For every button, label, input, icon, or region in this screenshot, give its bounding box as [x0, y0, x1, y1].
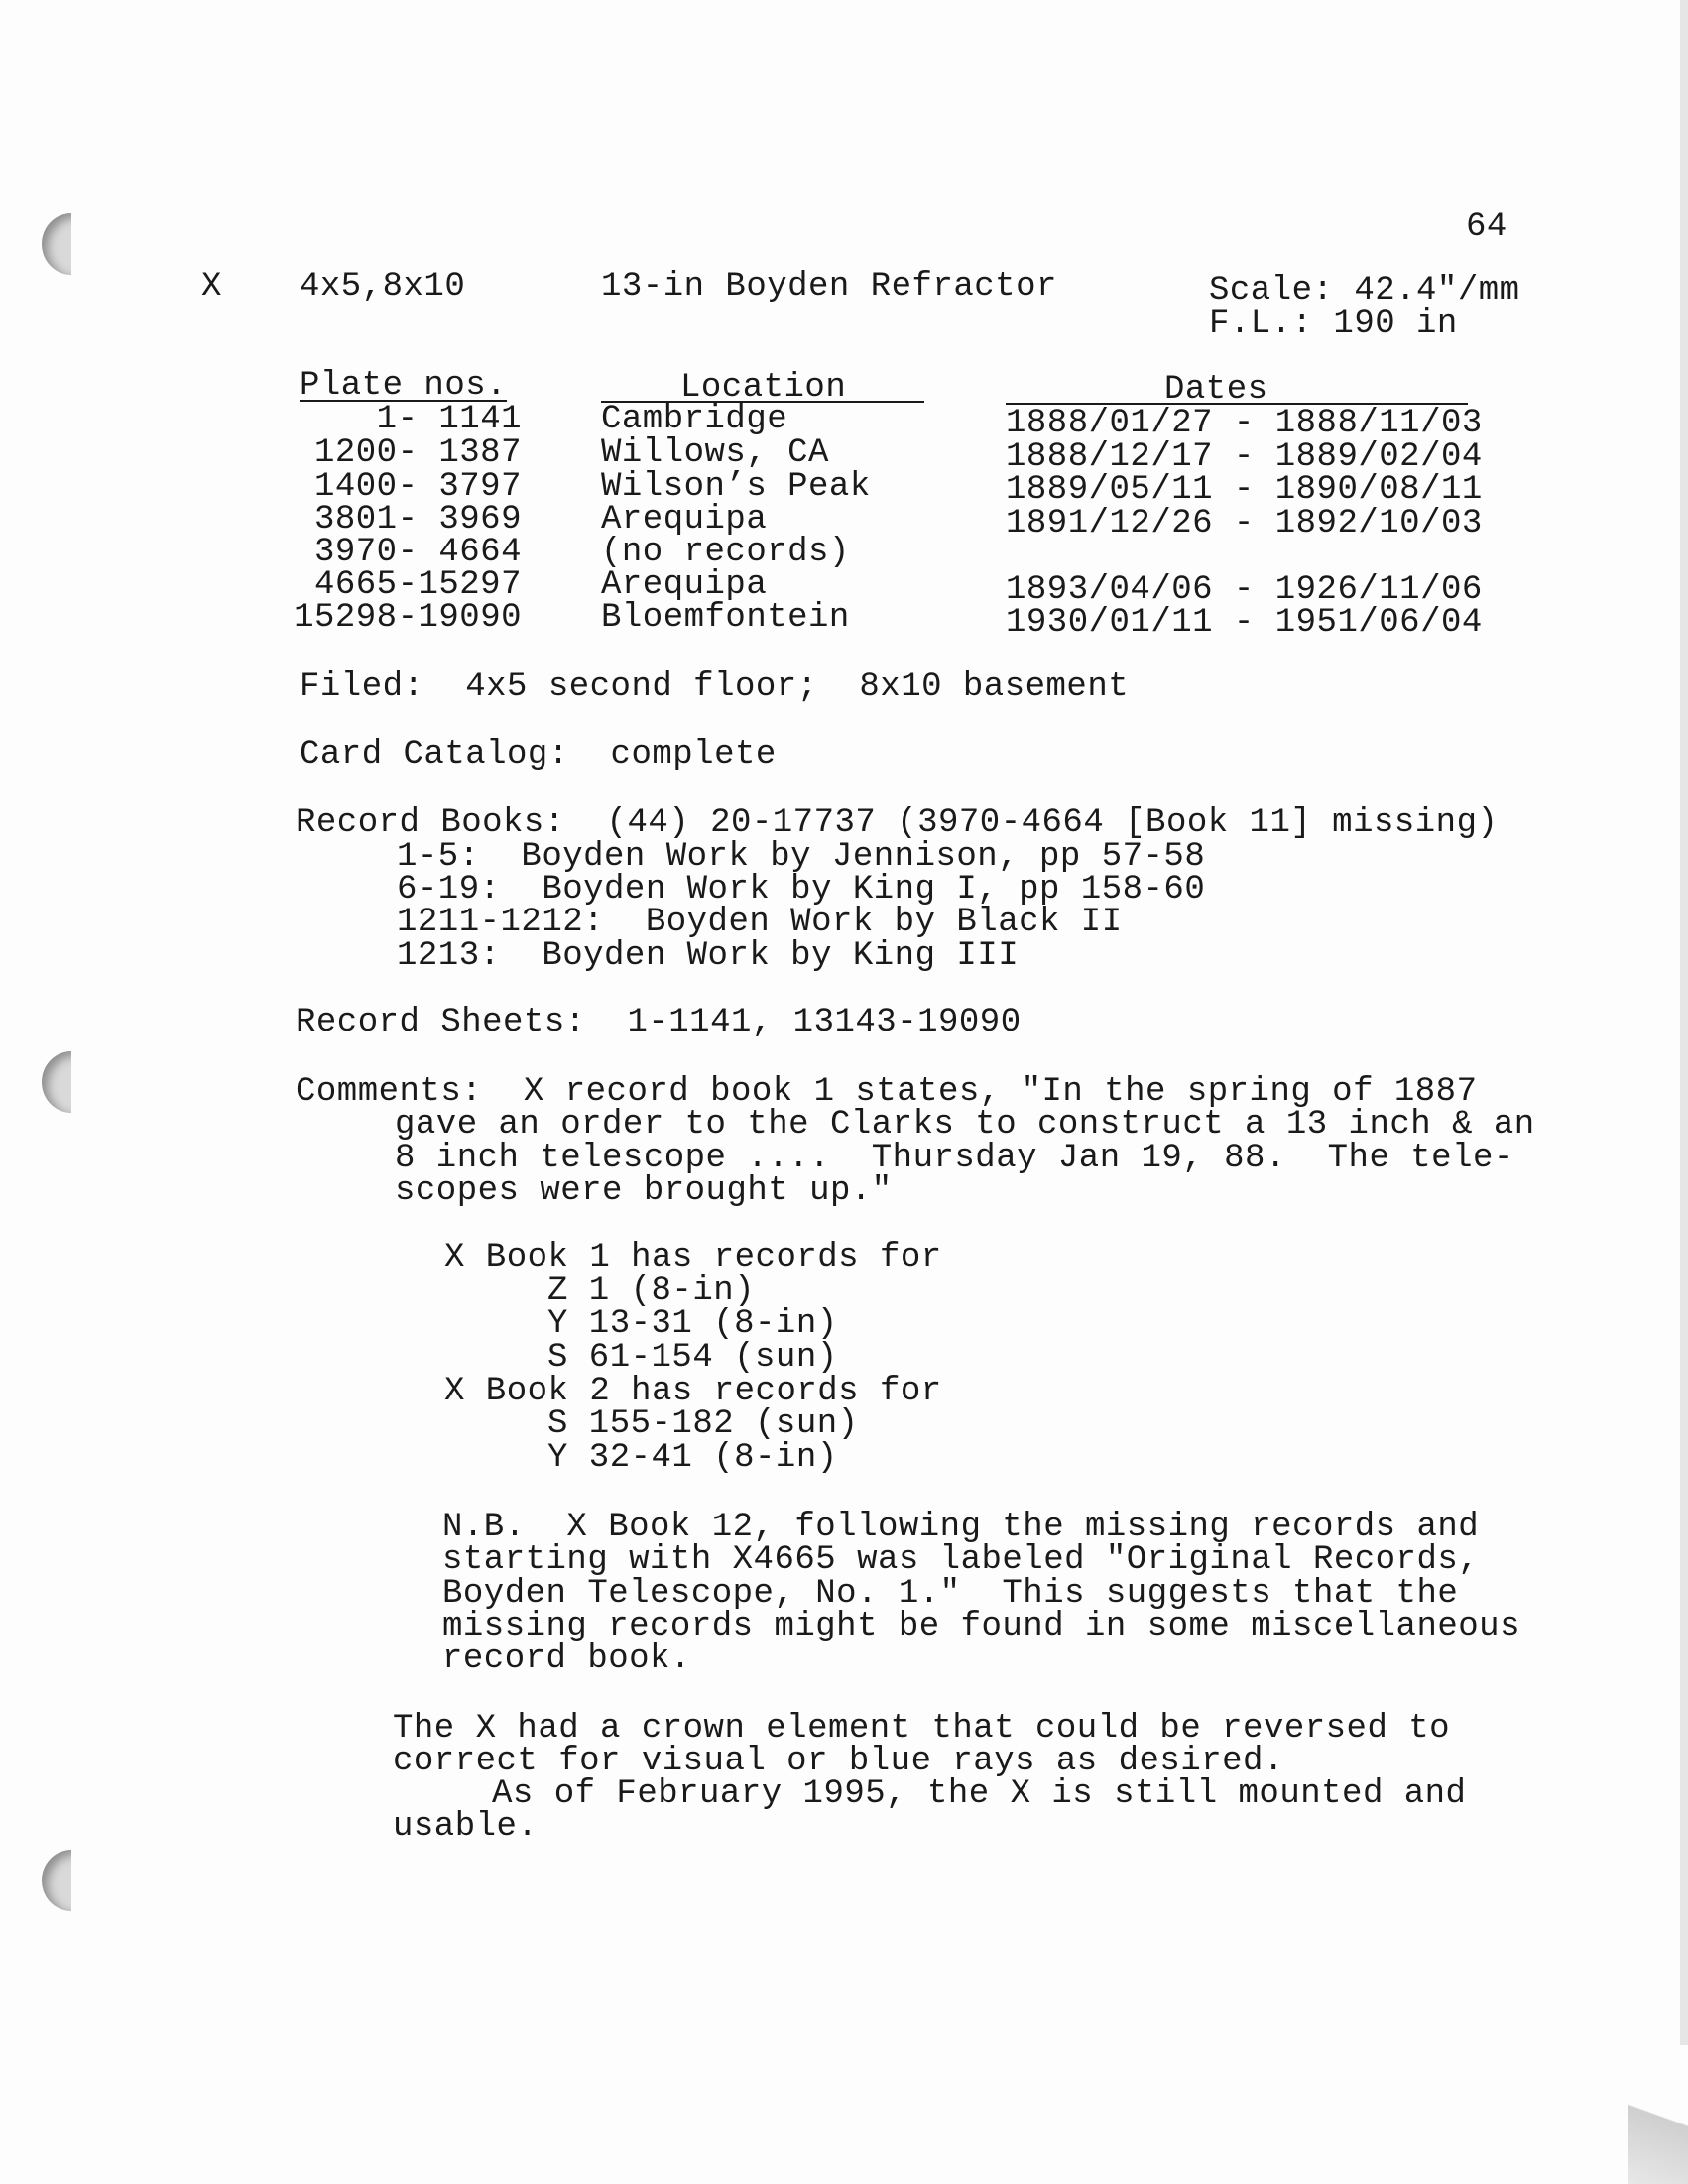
plates-cell: 3970- 4664 [313, 534, 522, 571]
record-book-item: 6-19: Boyden Work by King I, pp 158-60 [397, 871, 1206, 909]
closing-line: usable. [393, 1808, 539, 1846]
book-record-line: S 155-182 (sun) [547, 1405, 859, 1443]
series-code: X [201, 268, 222, 305]
nb-line: missing records might be found in some miscellaneous [442, 1608, 1520, 1645]
book-record-line: X Book 2 has records for [444, 1373, 942, 1410]
closing-line: As of February 1995, the X is still mounted and [492, 1775, 1467, 1813]
page-corner-curl [1628, 2045, 1688, 2184]
plates-cell: 1400- 3797 [313, 468, 522, 506]
instrument-name: 13-in Boyden Refractor [601, 268, 1057, 305]
nb-line: record book. [442, 1640, 691, 1678]
location-cell: Arequipa [601, 501, 768, 539]
location-cell: Willows, CA [601, 434, 829, 472]
page-edge-shadow [1680, 0, 1688, 2184]
record-book-item: 1213: Boyden Work by King III [397, 937, 1020, 975]
record-book-item: 1-5: Boyden Work by Jennison, pp 57-58 [397, 838, 1206, 876]
card-catalog-line: Card Catalog: complete [300, 736, 777, 774]
plates-cell: 4665-15297 [313, 566, 522, 604]
closing-line: correct for visual or blue rays as desired. [393, 1743, 1284, 1780]
comments-line: 8 inch telescope .... Thursday Jan 19, 88. The tele- [395, 1140, 1514, 1177]
comments-line: Comments: X record book 1 states, "In the spring of 1887 [296, 1073, 1478, 1111]
dates-cell: 1930/01/11 - 1951/06/04 [1006, 604, 1483, 642]
header-dates: Dates [1164, 371, 1268, 409]
dates-cell: 1888/01/27 - 1888/11/03 [1006, 405, 1483, 442]
nb-line: N.B. X Book 12, following the missing records and [442, 1509, 1480, 1546]
nb-line: starting with X4665 was labeled "Original Records, [442, 1541, 1480, 1579]
focal-length: F.L.: 190 in [1209, 305, 1458, 343]
plates-cell: 1200- 1387 [313, 434, 522, 472]
header-location: Location [680, 369, 847, 407]
location-cell: Arequipa [601, 566, 768, 604]
record-book-item: 1211-1212: Boyden Work by Black II [397, 904, 1123, 941]
punch-hole-middle [42, 1051, 101, 1113]
book-record-line: Y 13-31 (8-in) [547, 1305, 838, 1343]
plates-cell: 15298-19090 [294, 599, 522, 637]
record-books-line: Record Books: (44) 20-17737 (3970-4664 [Book 11] missing) [296, 804, 1499, 842]
book-record-line: Y 32-41 (8-in) [547, 1439, 838, 1477]
plate-sizes: 4x5,8x10 [300, 268, 466, 305]
dates-cell: 1888/12/17 - 1889/02/04 [1006, 438, 1483, 476]
page-number: 64 [1466, 208, 1507, 246]
location-cell: (no records) [601, 534, 850, 571]
dates-cell: 1893/04/06 - 1926/11/06 [1006, 571, 1483, 609]
closing-line: The X had a crown element that could be reversed to [393, 1710, 1451, 1748]
location-cell: Bloemfontein [601, 599, 850, 637]
punch-hole-top [42, 213, 101, 275]
location-cell: Wilson’s Peak [601, 468, 871, 506]
nb-line: Boyden Telescope, No. 1." This suggests that the [442, 1575, 1459, 1613]
book-record-line: X Book 1 has records for [444, 1239, 942, 1276]
location-cell: Cambridge [601, 401, 788, 438]
dates-cell: 1889/05/11 - 1890/08/11 [1006, 471, 1483, 509]
plates-cell: 1- 1141 [376, 401, 522, 438]
filed-line: Filed: 4x5 second floor; 8x10 basement [300, 668, 1130, 706]
punch-hole-bottom [42, 1850, 101, 1911]
plate-scale: Scale: 42.4"/mm [1209, 272, 1520, 309]
header-plate-nos: Plate nos. [300, 367, 508, 405]
comments-line: gave an order to the Clarks to construct a 13 inch & an [395, 1106, 1535, 1144]
book-record-line: Z 1 (8-in) [547, 1273, 756, 1310]
book-record-line: S 61-154 (sun) [547, 1339, 838, 1377]
plates-cell: 3801- 3969 [313, 501, 522, 539]
dates-cell: 1891/12/26 - 1892/10/03 [1006, 505, 1483, 543]
record-sheets-line: Record Sheets: 1-1141, 13143-19090 [296, 1004, 1022, 1041]
comments-line: scopes were brought up." [395, 1172, 893, 1210]
